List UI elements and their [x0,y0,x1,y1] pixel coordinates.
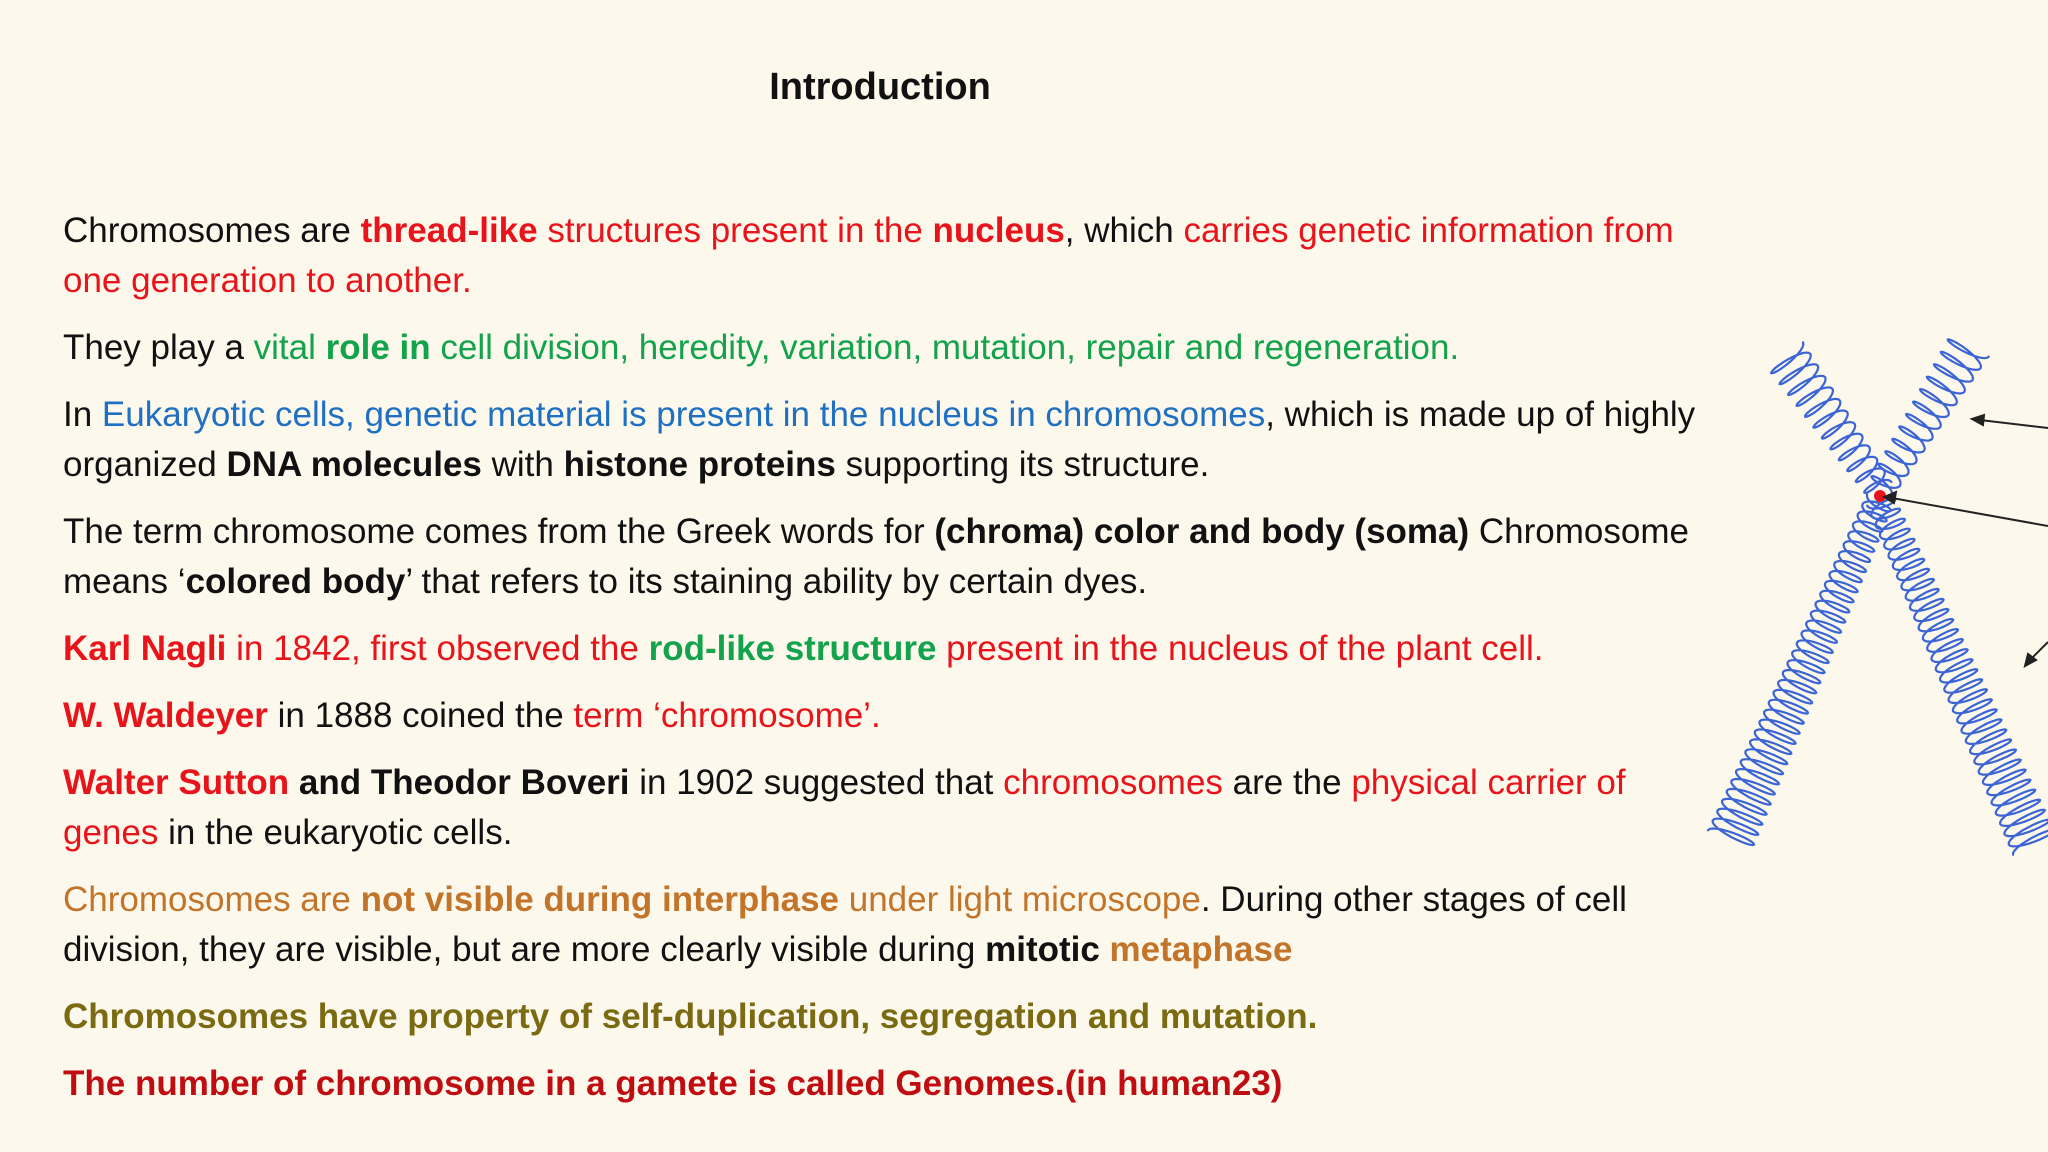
text-segment: . During other stages of cell division, they are visible, but are more clearly visible during [63,880,1627,969]
text-segment: Chromosomes have property of self-duplication, segregation and mutation. [63,997,1318,1036]
text-segment: nucleus [932,211,1065,250]
text-segment: carries genetic information from one generation to another. [63,211,1674,300]
text-segment: Eukaryotic cells, genetic material is present in the nucleus in chromosomes [101,395,1266,434]
text-segment: term ‘chromosome’. [573,696,881,735]
slide-title: Introduction [769,66,991,108]
text-segment: , which [1064,211,1184,250]
arrow-line [1892,498,2048,526]
paragraph-2 [63,323,1703,373]
text-segment: metaphase [1109,930,1293,969]
text-segment: thread-like [360,211,538,250]
paragraph-3 [63,390,1703,490]
text-segment: vital [253,328,326,367]
paragraph-10 [63,1059,1703,1109]
text-segment: Chromosomes are [63,880,361,919]
text-segment: chromosomes [1003,763,1223,802]
text-segment: physical carrier of genes [63,763,1626,852]
paragraph-6 [63,691,1703,741]
paragraph-9 [63,992,1703,1042]
arrow-line [1980,420,2048,428]
arrow-head [1972,415,1984,425]
text-segment: structures present in the [537,211,933,250]
text-segment: , which is made up of highly organized [63,395,1696,484]
text-segment: in the eukaryotic cells. [158,813,513,852]
text-segment: ’ that refers to its staining ability by certain dyes. [405,562,1148,601]
text-segment: role in [325,328,431,367]
paragraph-8 [63,875,1703,975]
text-segment: with [481,445,564,484]
paragraph-1 [63,206,1703,306]
text-segment: present in the nucleus of the plant cell. [936,629,1544,668]
text-segment: The number of chromosome in a gamete is called Genomes.(in human23) [63,1064,1283,1103]
text-segment: in 1902 suggested that [629,763,1004,802]
text-segment: colored body [185,562,406,601]
text-segment: They play a [63,328,254,367]
text-segment: in 1888 coined the [267,696,574,735]
text-segment: The term chromosome comes from the Greek words for [63,512,935,551]
text-segment: DNA molecules [226,445,482,484]
text-segment: histone proteins [563,445,836,484]
text-segment: are the [1222,763,1352,802]
slide-body [63,206,1703,1126]
text-segment: W. Waldeyer [63,696,268,735]
paragraph-4 [63,507,1703,607]
text-segment: mitotic [985,930,1110,969]
paragraph-7 [63,758,1703,858]
paragraph-5 [63,624,1703,674]
text-segment: not visible during interphase [360,880,840,919]
text-segment: and Theodor Boveri [289,763,630,802]
text-segment: supporting its structure. [835,445,1210,484]
text-segment: (chroma) color and body (soma) [934,512,1470,551]
text-segment: cell division, heredity, variation, mutation, repair and regeneration. [430,328,1460,367]
chromosome-illustration-icon [1700,320,2048,880]
text-segment: under light microscope [839,880,1201,919]
chromosome-arm [1708,494,1891,845]
text-segment: Walter Sutton [63,763,290,802]
text-segment: in 1842, first observed the [226,629,649,668]
text-segment: Chromosomes are [63,211,361,250]
text-segment: Chromosome means ‘ [63,512,1689,601]
chromosome-arm [1771,342,1891,493]
text-segment: rod-like structure [648,629,937,668]
text-segment: In [63,395,102,434]
chromosome-arm [1867,499,2048,855]
text-segment: Karl Nagli [63,629,227,668]
